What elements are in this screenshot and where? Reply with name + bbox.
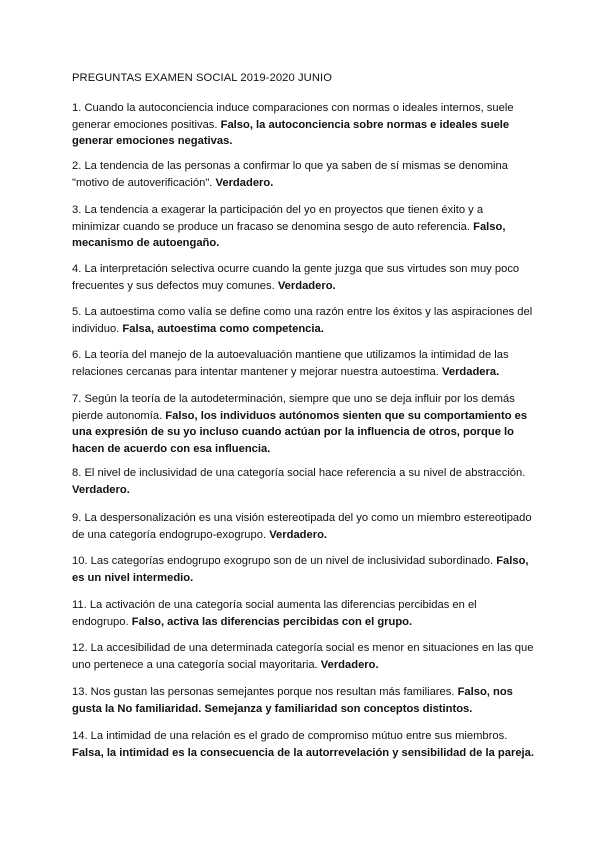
- question-text: 9. La despersonalización es una visión estereotipada del yo como un miembro estereotipado de una categoría endogrupo-exogrupo.: [72, 512, 532, 541]
- question-answer: Falso, la autoconciencia sobre normas e ideales suele generar emociones negativas.: [72, 118, 510, 148]
- question-4: [72, 261, 534, 294]
- question-6: [72, 347, 534, 380]
- question-7: [72, 391, 534, 457]
- question-text: 2. La tendencia de las personas a confirmar lo que ya saben de sí mismas se denomina "motivo de autoverificación".: [72, 160, 508, 189]
- question-answer: Verdadero.: [72, 483, 130, 496]
- question-text: 13. Nos gustan las personas semejantes porque nos resultan más familiares.: [72, 686, 458, 698]
- question-answer: Verdadero.: [320, 658, 379, 671]
- question-answer: Falso, mecanismo de autoengaño.: [72, 220, 506, 250]
- question-answer: Falso, activa las diferencias percibidas con el grupo.: [131, 615, 413, 628]
- question-13: [72, 684, 534, 717]
- question-text: 14. La intimidad de una relación es el grado de compromiso mútuo entre sus miembros.: [72, 730, 508, 742]
- question-3: [72, 202, 534, 252]
- question-text: 4. La interpretación selectiva ocurre cuando la gente juzga que sus virtudes son muy poco frecuentes y sus defectos muy comunes.: [72, 263, 520, 292]
- question-2: [72, 158, 534, 191]
- question-8: [72, 465, 534, 498]
- question-text: 1. Cuando la autoconciencia induce comparaciones con normas o ideales internos, suele generar emociones positivas.: [72, 102, 514, 131]
- question-answer: Verdadero.: [215, 176, 274, 189]
- question-answer: Verdadera.: [442, 365, 500, 378]
- question-answer: Falsa, la intimidad es la consecuencia de la autorrevelación y sensibilidad de la pareja.: [72, 746, 534, 759]
- question-text: 11. La activación de una categoría social aumenta las diferencias percibidas en el endogrupo.: [72, 599, 477, 628]
- question-14: [72, 728, 534, 761]
- question-text: 8. El nivel de inclusividad de una categoría social hace referencia a su nivel de abstracción.: [72, 467, 526, 479]
- question-answer: Falsa, autoestima como competencia.: [122, 322, 324, 335]
- question-answer: Verdadero.: [277, 279, 336, 292]
- question-5: [72, 304, 534, 337]
- question-1: [72, 100, 534, 150]
- question-text: 12. La accesibilidad de una determinada categoría social es menor en situaciones en las que uno pertenece a una categoría social mayoritaria.: [72, 642, 534, 671]
- question-9: [72, 510, 534, 543]
- question-12: [72, 640, 534, 673]
- question-10: [72, 553, 534, 586]
- question-answer: Falso, es un nivel intermedio.: [72, 555, 529, 584]
- question-text: 10. Las categorías endogrupo exogrupo son de un nivel de inclusividad subordinado.: [72, 555, 497, 567]
- question-11: [72, 597, 534, 630]
- question-text: 3. La tendencia a exagerar la participación del yo en proyectos que tienen éxito y a minimizar cuando se produce un fracaso se denomina sesgo de auto referencia.: [72, 204, 484, 233]
- question-answer: Falso, nos gusta la No familiaridad. Semejanza y familiaridad son conceptos distintos.: [72, 686, 513, 715]
- question-text: 5. La autoestima como valía se define como una razón entre los éxitos y las aspiraciones del individuo.: [72, 306, 533, 335]
- question-text: 6. La teoría del manejo de la autoevaluación mantiene que utilizamos la intimidad de las relaciones cercanas para intentar mantener y mejorar nuestra autoestima.: [72, 349, 509, 378]
- question-answer: Falso, los individuos autónomos sienten que su comportamiento es una expresión de su yo incluso cuando actúan por la influencia de otros, porque lo hacen de acuerdo con esa influencia.: [72, 409, 528, 455]
- question-answer: Verdadero.: [269, 528, 328, 541]
- question-text: 7. Según la teoría de la autodeterminación, siempre que uno se deja influir por los demás pierde autonomía.: [72, 393, 515, 422]
- page-title: PREGUNTAS EXAMEN SOCIAL 2019-2020 JUNIO: [72, 72, 333, 84]
